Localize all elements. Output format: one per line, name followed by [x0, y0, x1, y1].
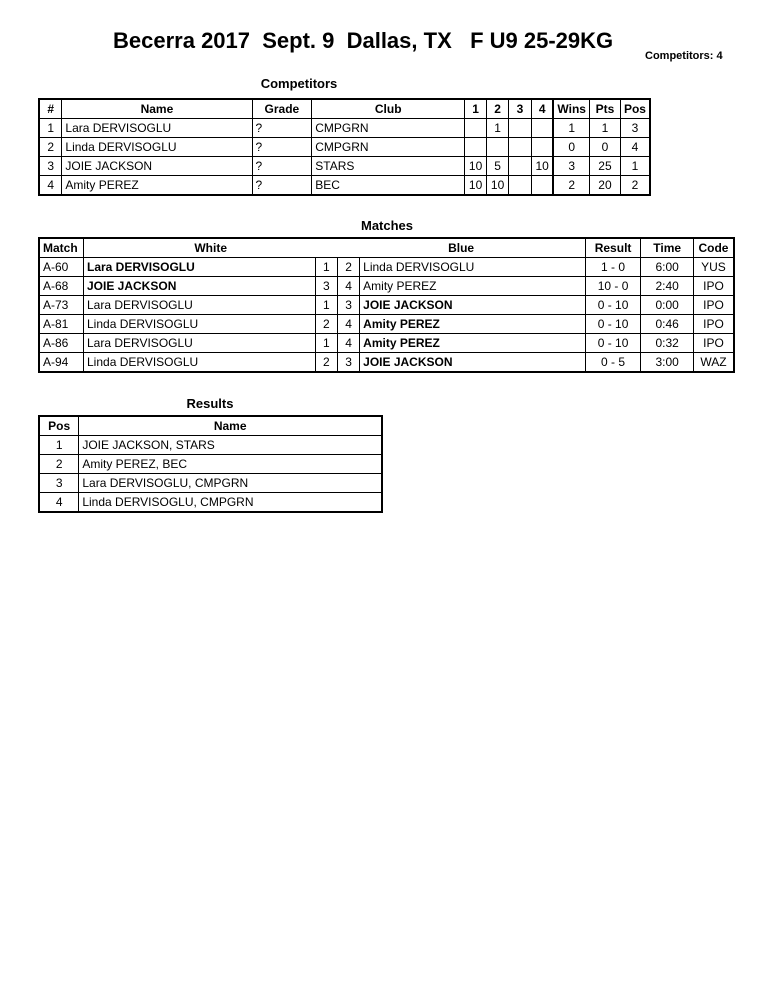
table-row — [39, 493, 382, 513]
cell-grade: ? — [252, 138, 312, 157]
cell-score-2 — [487, 138, 509, 157]
matches-heading: Matches — [360, 218, 414, 233]
cell-pts: 25 — [589, 157, 620, 176]
table-row — [39, 176, 650, 196]
cell-blue-name: JOIE JACKSON — [360, 353, 586, 373]
col-header: White — [84, 238, 338, 258]
results-table — [38, 415, 383, 513]
cell-white-name: Lara DERVISOGLU — [84, 258, 316, 277]
cell-pos: 4 — [620, 138, 650, 157]
cell-result: 0 - 10 — [585, 334, 641, 353]
cell-num: 3 — [39, 157, 62, 176]
cell-score-2: 10 — [487, 176, 509, 196]
cell-pts: 1 — [589, 119, 620, 138]
cell-club: STARS — [312, 157, 465, 176]
cell-white-num: 2 — [315, 315, 337, 334]
cell-time: 2:40 — [641, 277, 694, 296]
col-header: Name — [79, 416, 382, 436]
cell-pos: 2 — [620, 176, 650, 196]
cell-blue-name: Linda DERVISOGLU — [360, 258, 586, 277]
cell-white-name: Linda DERVISOGLU — [84, 315, 316, 334]
cell-code: YUS — [693, 258, 734, 277]
cell-blue-num: 4 — [337, 315, 359, 334]
cell-white-name: JOIE JACKSON — [84, 277, 316, 296]
cell-time: 3:00 — [641, 353, 694, 373]
col-header: # — [39, 99, 62, 119]
cell-pts: 20 — [589, 176, 620, 196]
results-header-row — [39, 416, 382, 436]
cell-white-num: 3 — [315, 277, 337, 296]
table-row — [39, 138, 650, 157]
cell-club: CMPGRN — [312, 119, 465, 138]
cell-score-4 — [531, 176, 553, 196]
table-row — [39, 119, 650, 138]
cell-code: IPO — [693, 277, 734, 296]
cell-result: 10 - 0 — [585, 277, 641, 296]
cell-white-name: Lara DERVISOGLU — [84, 296, 316, 315]
cell-white-num: 1 — [315, 334, 337, 353]
cell-time: 0:46 — [641, 315, 694, 334]
cell-code: IPO — [693, 334, 734, 353]
cell-time: 0:32 — [641, 334, 694, 353]
table-row — [39, 315, 734, 334]
cell-num: 1 — [39, 119, 62, 138]
cell-blue-num: 3 — [337, 353, 359, 373]
table-row — [39, 436, 382, 455]
results-heading: Results — [186, 396, 234, 411]
matches-header-row — [39, 238, 734, 258]
cell-score-3 — [509, 119, 532, 138]
cell-score-2: 5 — [487, 157, 509, 176]
cell-num: 4 — [39, 176, 62, 196]
col-header: Pos — [39, 416, 79, 436]
cell-pos: 3 — [620, 119, 650, 138]
table-row — [39, 277, 734, 296]
cell-result: 0 - 5 — [585, 353, 641, 373]
cell-name: JOIE JACKSON — [62, 157, 252, 176]
cell-score-1 — [465, 138, 487, 157]
cell-score-3 — [509, 138, 532, 157]
col-header: 3 — [509, 99, 532, 119]
competitors-header-row — [39, 99, 650, 119]
col-header: Wins — [553, 99, 589, 119]
cell-score-1: 10 — [465, 157, 487, 176]
table-row — [39, 157, 650, 176]
competitors-table — [38, 98, 651, 196]
cell-pos: 1 — [39, 436, 79, 455]
cell-white-name: Lara DERVISOGLU — [84, 334, 316, 353]
matches-table — [38, 237, 735, 373]
cell-score-1 — [465, 119, 487, 138]
col-header: Name — [62, 99, 252, 119]
cell-pos: 3 — [39, 474, 79, 493]
cell-match: A-94 — [39, 353, 84, 373]
cell-blue-name: Amity PEREZ — [360, 315, 586, 334]
table-row — [39, 296, 734, 315]
cell-score-2: 1 — [487, 119, 509, 138]
cell-match: A-81 — [39, 315, 84, 334]
cell-white-name: Linda DERVISOGLU — [84, 353, 316, 373]
cell-blue-num: 4 — [337, 277, 359, 296]
col-header: Blue — [337, 238, 585, 258]
cell-result: 0 - 10 — [585, 296, 641, 315]
competitors-heading: Competitors — [260, 76, 338, 91]
cell-score-1: 10 — [465, 176, 487, 196]
col-header: 4 — [531, 99, 553, 119]
cell-name: JOIE JACKSON, STARS — [79, 436, 382, 455]
cell-white-num: 1 — [315, 258, 337, 277]
col-header: 1 — [465, 99, 487, 119]
cell-code: IPO — [693, 315, 734, 334]
cell-pts: 0 — [589, 138, 620, 157]
cell-name: Lara DERVISOGLU, CMPGRN — [79, 474, 382, 493]
cell-blue-name: Amity PEREZ — [360, 277, 586, 296]
cell-name: Linda DERVISOGLU — [62, 138, 252, 157]
col-header: Club — [312, 99, 465, 119]
cell-score-4: 10 — [531, 157, 553, 176]
col-header: Code — [693, 238, 734, 258]
cell-white-num: 1 — [315, 296, 337, 315]
cell-match: A-86 — [39, 334, 84, 353]
cell-score-3 — [509, 157, 532, 176]
cell-match: A-68 — [39, 277, 84, 296]
cell-blue-num: 3 — [337, 296, 359, 315]
cell-result: 1 - 0 — [585, 258, 641, 277]
cell-wins: 0 — [553, 138, 589, 157]
cell-num: 2 — [39, 138, 62, 157]
cell-blue-name: Amity PEREZ — [360, 334, 586, 353]
cell-grade: ? — [252, 157, 312, 176]
table-row — [39, 334, 734, 353]
col-header: Grade — [252, 99, 312, 119]
table-row — [39, 258, 734, 277]
cell-name: Amity PEREZ — [62, 176, 252, 196]
col-header: Pts — [589, 99, 620, 119]
cell-pos: 2 — [39, 455, 79, 474]
cell-name: Lara DERVISOGLU — [62, 119, 252, 138]
col-header: 2 — [487, 99, 509, 119]
col-header: Time — [641, 238, 694, 258]
table-row — [39, 474, 382, 493]
cell-time: 0:00 — [641, 296, 694, 315]
col-header: Result — [585, 238, 641, 258]
cell-match: A-60 — [39, 258, 84, 277]
table-row — [39, 455, 382, 474]
cell-wins: 1 — [553, 119, 589, 138]
cell-code: WAZ — [693, 353, 734, 373]
cell-grade: ? — [252, 119, 312, 138]
cell-grade: ? — [252, 176, 312, 196]
cell-wins: 2 — [553, 176, 589, 196]
col-header: Pos — [620, 99, 650, 119]
cell-name: Amity PEREZ, BEC — [79, 455, 382, 474]
table-row — [39, 353, 734, 373]
cell-club: CMPGRN — [312, 138, 465, 157]
cell-blue-num: 2 — [337, 258, 359, 277]
cell-club: BEC — [312, 176, 465, 196]
cell-white-num: 2 — [315, 353, 337, 373]
cell-time: 6:00 — [641, 258, 694, 277]
cell-score-3 — [509, 176, 532, 196]
cell-wins: 3 — [553, 157, 589, 176]
cell-blue-num: 4 — [337, 334, 359, 353]
cell-blue-name: JOIE JACKSON — [360, 296, 586, 315]
cell-match: A-73 — [39, 296, 84, 315]
cell-score-4 — [531, 119, 553, 138]
cell-pos: 1 — [620, 157, 650, 176]
col-header: Match — [39, 238, 84, 258]
cell-result: 0 - 10 — [585, 315, 641, 334]
cell-pos: 4 — [39, 493, 79, 513]
cell-code: IPO — [693, 296, 734, 315]
page-title: Becerra 2017 Sept. 9 Dallas, TX F U9 25-29KG — [113, 28, 614, 53]
cell-score-4 — [531, 138, 553, 157]
cell-name: Linda DERVISOGLU, CMPGRN — [79, 493, 382, 513]
competitor-count: Competitors: 4 — [645, 50, 723, 62]
